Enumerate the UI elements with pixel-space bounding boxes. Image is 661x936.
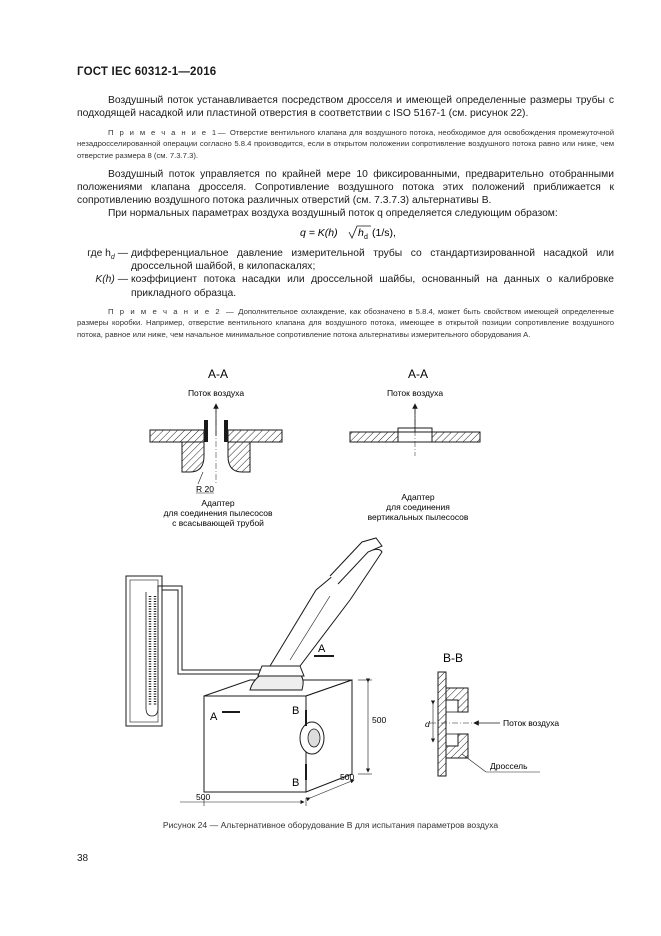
radius-label: R 20 — [196, 484, 214, 494]
figure-caption: Рисунок 24 — Альтернативное оборудование В для испытания параметров воздуха — [162, 820, 499, 830]
definition-term-text: K(h) — [95, 274, 115, 286]
dim-depth: 500 — [340, 772, 355, 782]
figure-24-drawing — [0, 360, 661, 820]
definition-text: коэффициент потока насадки или дроссельной шайбы, основанный на данных о калибровке прикладного образца. — [131, 274, 614, 299]
caption-left-1: Адаптер — [201, 498, 235, 508]
adapter-upright-section — [350, 367, 480, 522]
definition-text: дифференциальное давление измерительной трубы со стандартизированной насадкой или дроссельной шайбой, в килопаскалях; — [131, 248, 614, 273]
flow-label-bb: Поток воздуха — [503, 718, 560, 728]
paragraph-airflow-positions: Воздушный поток управляется по крайней мере 10 фиксированными, предварительно отобранными положениями клапана дросселя. Сопротивление воздушного потока этих положений приближается к сопротивлению воздушного потока различных отверстий (см. 7.3.7.3) альтернативы В. — [77, 169, 614, 207]
marker-a-front: A — [210, 711, 218, 723]
definitions-list — [77, 247, 614, 300]
caption-left-2: для соединения пылесосов — [163, 508, 273, 518]
throttle-label: Дроссель — [490, 761, 528, 771]
note-2-label: П р и м е ч а н и е 2 — — [108, 307, 236, 316]
caption-right-1: Адаптер — [401, 492, 435, 502]
document-header: ГОСТ IEC 60312-1—2016 — [77, 66, 217, 78]
marker-a-top: A — [318, 643, 326, 655]
definition-term: K(h) — — [95, 274, 128, 286]
section-aa-right-label: А-А — [407, 367, 429, 381]
definition-hd — [77, 247, 614, 273]
caption-right-3: вертикальных пылесосов — [367, 512, 469, 522]
flow-label-left: Поток воздуха — [187, 388, 245, 398]
caption-left-3: с всасывающей трубой — [172, 518, 264, 528]
formula-unit: (1/s), — [372, 227, 396, 239]
adapter-suction-tube-section — [150, 367, 282, 528]
flow-label-right: Поток воздуха — [386, 388, 444, 398]
section-aa-left-label: А-А — [207, 367, 229, 381]
test-box — [180, 538, 386, 806]
page-number: 38 — [77, 853, 89, 864]
definition-term-text: где h — [87, 248, 111, 259]
dim-height: 500 — [372, 715, 387, 725]
note-1-label: П р и м е ч а н и е 1— — [108, 128, 228, 137]
note-1 — [77, 127, 614, 161]
formula-q — [0, 225, 661, 247]
section-bb — [425, 651, 559, 776]
formula-radicand: h — [358, 227, 364, 239]
dim-width: 500 — [196, 792, 211, 802]
note-2-text: Дополнительное охлаждение, как обозначено в 5.8.4, может быть свойством имеющей определенные размеры коробки. Например, отверстие вентильного клапана для воздушного потока, имеющее в открытой позиции сопротивление воздушного потока, равное или ниже, чем начальное минимальное сопротивление потока альтернативы измерительного оборудования А. — [77, 307, 614, 339]
formula-radicand-sub: d — [364, 234, 368, 241]
dim-d-label: d — [425, 719, 430, 729]
definition-term-sub: d — [110, 254, 115, 262]
definition-term: где $h_d$ — — [87, 248, 128, 262]
marker-b-bottom: B — [292, 777, 300, 789]
definition-kh — [77, 273, 614, 299]
paragraph-airflow-throttle: Воздушный поток устанавливается посредством дросселя и имеющей определенные размеры трубы с подходящей насадкой или пластиной отверстия в соответствии с ISO 5167-1 (см. рисунок 22). — [77, 95, 614, 120]
paragraph-normal-conditions: При нормальных параметрах воздуха воздушный поток q определяется следующим образом: — [108, 208, 558, 219]
marker-b-top: B — [292, 705, 300, 717]
formula-lhs: q = K(h) — [300, 227, 338, 239]
section-bb-label: В-В — [442, 651, 464, 665]
caption-right-2: для соединения — [386, 502, 450, 512]
note-2 — [77, 306, 614, 340]
note-1-text: Отверстие вентильного клапана для воздушного потока, необходимое для освобождения промежуточной незадросселированной операции согласно 5.8.4 производится, если в открытом положении сопротивление воздушного потока равно или ниже, чем отверстие размера 8 (см. 7.3.7.3). — [77, 128, 614, 160]
